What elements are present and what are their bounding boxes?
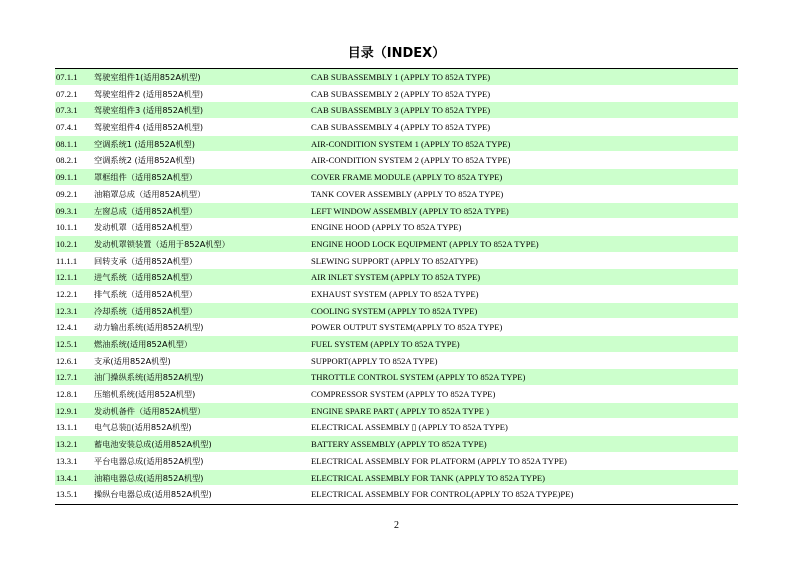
english-title: ELECTRICAL ASSEMBLY ▯ (APPLY TO 852A TYPE)	[311, 422, 508, 433]
english-title: ELECTRICAL ASSEMBLY FOR PLATFORM (APPLY TO 852A TYPE)	[311, 455, 567, 466]
index-number: 10.2.1	[56, 238, 78, 249]
index-row	[55, 303, 738, 320]
chinese-title: 驾驶室组件4 (适用852A机型)	[94, 122, 204, 133]
index-row	[55, 86, 738, 103]
index-row	[55, 186, 738, 203]
chinese-title: 发动机备件（适用852A机型）	[94, 405, 206, 416]
chinese-title: 油门操纵系统(适用852A机型)	[94, 372, 204, 383]
index-number: 12.8.1	[56, 389, 78, 400]
chinese-title: 回转支承（适用852A机型）	[94, 255, 198, 266]
index-number: 12.4.1	[56, 322, 78, 333]
english-title: COMPRESSOR SYSTEM (APPLY TO 852A TYPE)	[311, 389, 496, 400]
english-title: SLEWING SUPPORT (APPLY TO 852ATYPE)	[311, 255, 478, 266]
index-number: 11.1.1	[56, 255, 78, 266]
chinese-title: 空调系统2 (适用852A机型)	[94, 155, 195, 166]
index-row	[55, 386, 738, 403]
chinese-title: 蓄电池安装总成(适用852A机型)	[94, 439, 212, 450]
chinese-title: 驾驶室组件2 (适用852A机型)	[94, 88, 204, 99]
index-number: 12.7.1	[56, 372, 78, 383]
index-number: 07.2.1	[56, 88, 78, 99]
chinese-title: 罩框组件（适用852A机型）	[94, 172, 198, 183]
english-title: LEFT WINDOW ASSEMBLY (APPLY TO 852A TYPE)	[311, 205, 509, 216]
english-title: AIR-CONDITION SYSTEM 1 (APPLY TO 852A TYPE)	[311, 138, 511, 149]
index-row	[55, 470, 738, 487]
index-number: 13.1.1	[56, 422, 78, 433]
english-title: COVER FRAME MODULE (APPLY TO 852A TYPE)	[311, 172, 503, 183]
chinese-title: 动力输出系统(适用852A机型)	[94, 322, 204, 333]
english-title: COOLING SYSTEM (APPLY TO 852A TYPE)	[311, 305, 478, 316]
index-row	[55, 119, 738, 136]
index-row	[55, 136, 738, 153]
index-number: 07.1.1	[56, 72, 78, 82]
english-title: AIR INLET SYSTEM (APPLY TO 852A TYPE)	[311, 272, 481, 283]
chinese-title: 发动机罩锁装置（适用于852A机型）	[94, 238, 230, 249]
index-row	[55, 236, 738, 253]
english-title: CAB SUBASSEMBLY 4 (APPLY TO 852A TYPE)	[311, 122, 491, 133]
index-number: 12.6.1	[56, 355, 78, 366]
index-row	[55, 269, 738, 286]
chinese-title: 油箱电器总成(适用852A机型)	[94, 472, 204, 483]
index-number: 13.2.1	[56, 439, 78, 450]
chinese-title: 驾驶室组件1(适用852A机型)	[94, 72, 201, 82]
index-number: 13.4.1	[56, 472, 78, 483]
index-number: 12.1.1	[56, 272, 78, 283]
english-title: CAB SUBASSEMBLY 1 (APPLY TO 852A TYPE)	[311, 72, 491, 82]
chinese-title: 冷却系统（适用852A机型）	[94, 305, 198, 316]
english-title: ENGINE SPARE PART ( APPLY TO 852A TYPE )	[311, 405, 490, 416]
english-title: TANK COVER ASSEMBLY (APPLY TO 852A TYPE)	[311, 188, 504, 199]
chinese-title: 操纵台电器总成(适用852A机型)	[94, 489, 212, 500]
chinese-title: 空调系统1 (适用852A机型)	[94, 138, 195, 149]
english-title: SUPPORT(APPLY TO 852A TYPE)	[311, 355, 438, 366]
index-row	[55, 203, 738, 220]
index-number: 12.5.1	[56, 339, 78, 349]
chinese-title: 油箱罩总成（适用852A机型）	[94, 188, 206, 199]
index-row	[55, 319, 738, 336]
chinese-title: 平台电器总成(适用852A机型)	[94, 455, 204, 466]
english-title: BATTERY ASSEMBLY (APPLY TO 852A TYPE)	[311, 439, 487, 450]
english-title: FUEL SYSTEM (APPLY TO 852A TYPE)	[311, 339, 460, 349]
index-number: 13.5.1	[56, 489, 78, 500]
index-row	[55, 169, 738, 186]
index-number: 12.3.1	[56, 305, 78, 316]
chinese-title: 电气总装▯(适用852A机型)	[94, 422, 192, 433]
index-row	[55, 102, 738, 119]
index-row	[55, 436, 738, 453]
index-row	[55, 419, 738, 436]
index-row	[55, 336, 738, 353]
index-table	[55, 69, 738, 503]
index-number: 08.1.1	[56, 138, 78, 149]
index-number: 07.4.1	[56, 122, 78, 133]
chinese-title: 支承(适用852A机型)	[94, 355, 171, 366]
chinese-title: 燃油系统(适用852A机型）	[94, 339, 193, 349]
english-title: CAB SUBASSEMBLY 2 (APPLY TO 852A TYPE)	[311, 88, 491, 99]
index-number: 10.1.1	[56, 222, 78, 233]
index-number: 12.2.1	[56, 288, 78, 299]
index-row	[55, 369, 738, 386]
english-title: AIR-CONDITION SYSTEM 2 (APPLY TO 852A TYPE)	[311, 155, 511, 166]
bottom-rule	[55, 504, 738, 505]
index-row	[55, 253, 738, 270]
index-number: 09.2.1	[56, 188, 78, 199]
chinese-title: 左窗总成（适用852A机型）	[94, 205, 198, 216]
english-title: ELECTRICAL ASSEMBLY FOR TANK (APPLY TO 852A TYPE)	[311, 472, 546, 483]
index-number: 12.9.1	[56, 405, 78, 416]
index-number: 09.3.1	[56, 205, 78, 216]
index-number: 13.3.1	[56, 455, 78, 466]
english-title: ENGINE HOOD (APPLY TO 852A TYPE)	[311, 222, 462, 233]
chinese-title: 发动机罩（适用852A机型）	[94, 222, 198, 233]
index-number: 09.1.1	[56, 172, 78, 183]
index-row	[55, 453, 738, 470]
index-row	[55, 353, 738, 370]
english-title: CAB SUBASSEMBLY 3 (APPLY TO 852A TYPE)	[311, 105, 491, 116]
page-title: 目录（INDEX）	[347, 46, 446, 61]
index-row	[55, 486, 738, 503]
index-row	[55, 219, 738, 236]
english-title: EXHAUST SYSTEM (APPLY TO 852A TYPE)	[311, 288, 479, 299]
index-row	[55, 152, 738, 169]
chinese-title: 排气系统（适用852A机型）	[94, 288, 198, 299]
chinese-title: 驾驶室组件3 (适用852A机型)	[94, 105, 204, 116]
english-title: POWER OUTPUT SYSTEM(APPLY TO 852A TYPE)	[311, 322, 503, 333]
chinese-title: 压缩机系统(适用852A机型)	[94, 389, 196, 400]
index-row	[55, 69, 738, 86]
chinese-title: 进气系统（适用852A机型）	[94, 272, 198, 283]
index-row	[55, 403, 738, 420]
english-title: THROTTLE CONTROL SYSTEM (APPLY TO 852A TYPE)	[311, 372, 526, 383]
english-title: ENGINE HOOD LOCK EQUIPMENT (APPLY TO 852A TYPE)	[311, 238, 539, 249]
page-number: 2	[394, 520, 399, 531]
index-number: 07.3.1	[56, 105, 78, 116]
index-number: 08.2.1	[56, 155, 78, 166]
index-row	[55, 286, 738, 303]
english-title: ELECTRICAL ASSEMBLY FOR CONTROL(APPLY TO 852A TYPE)PE)	[311, 489, 574, 500]
